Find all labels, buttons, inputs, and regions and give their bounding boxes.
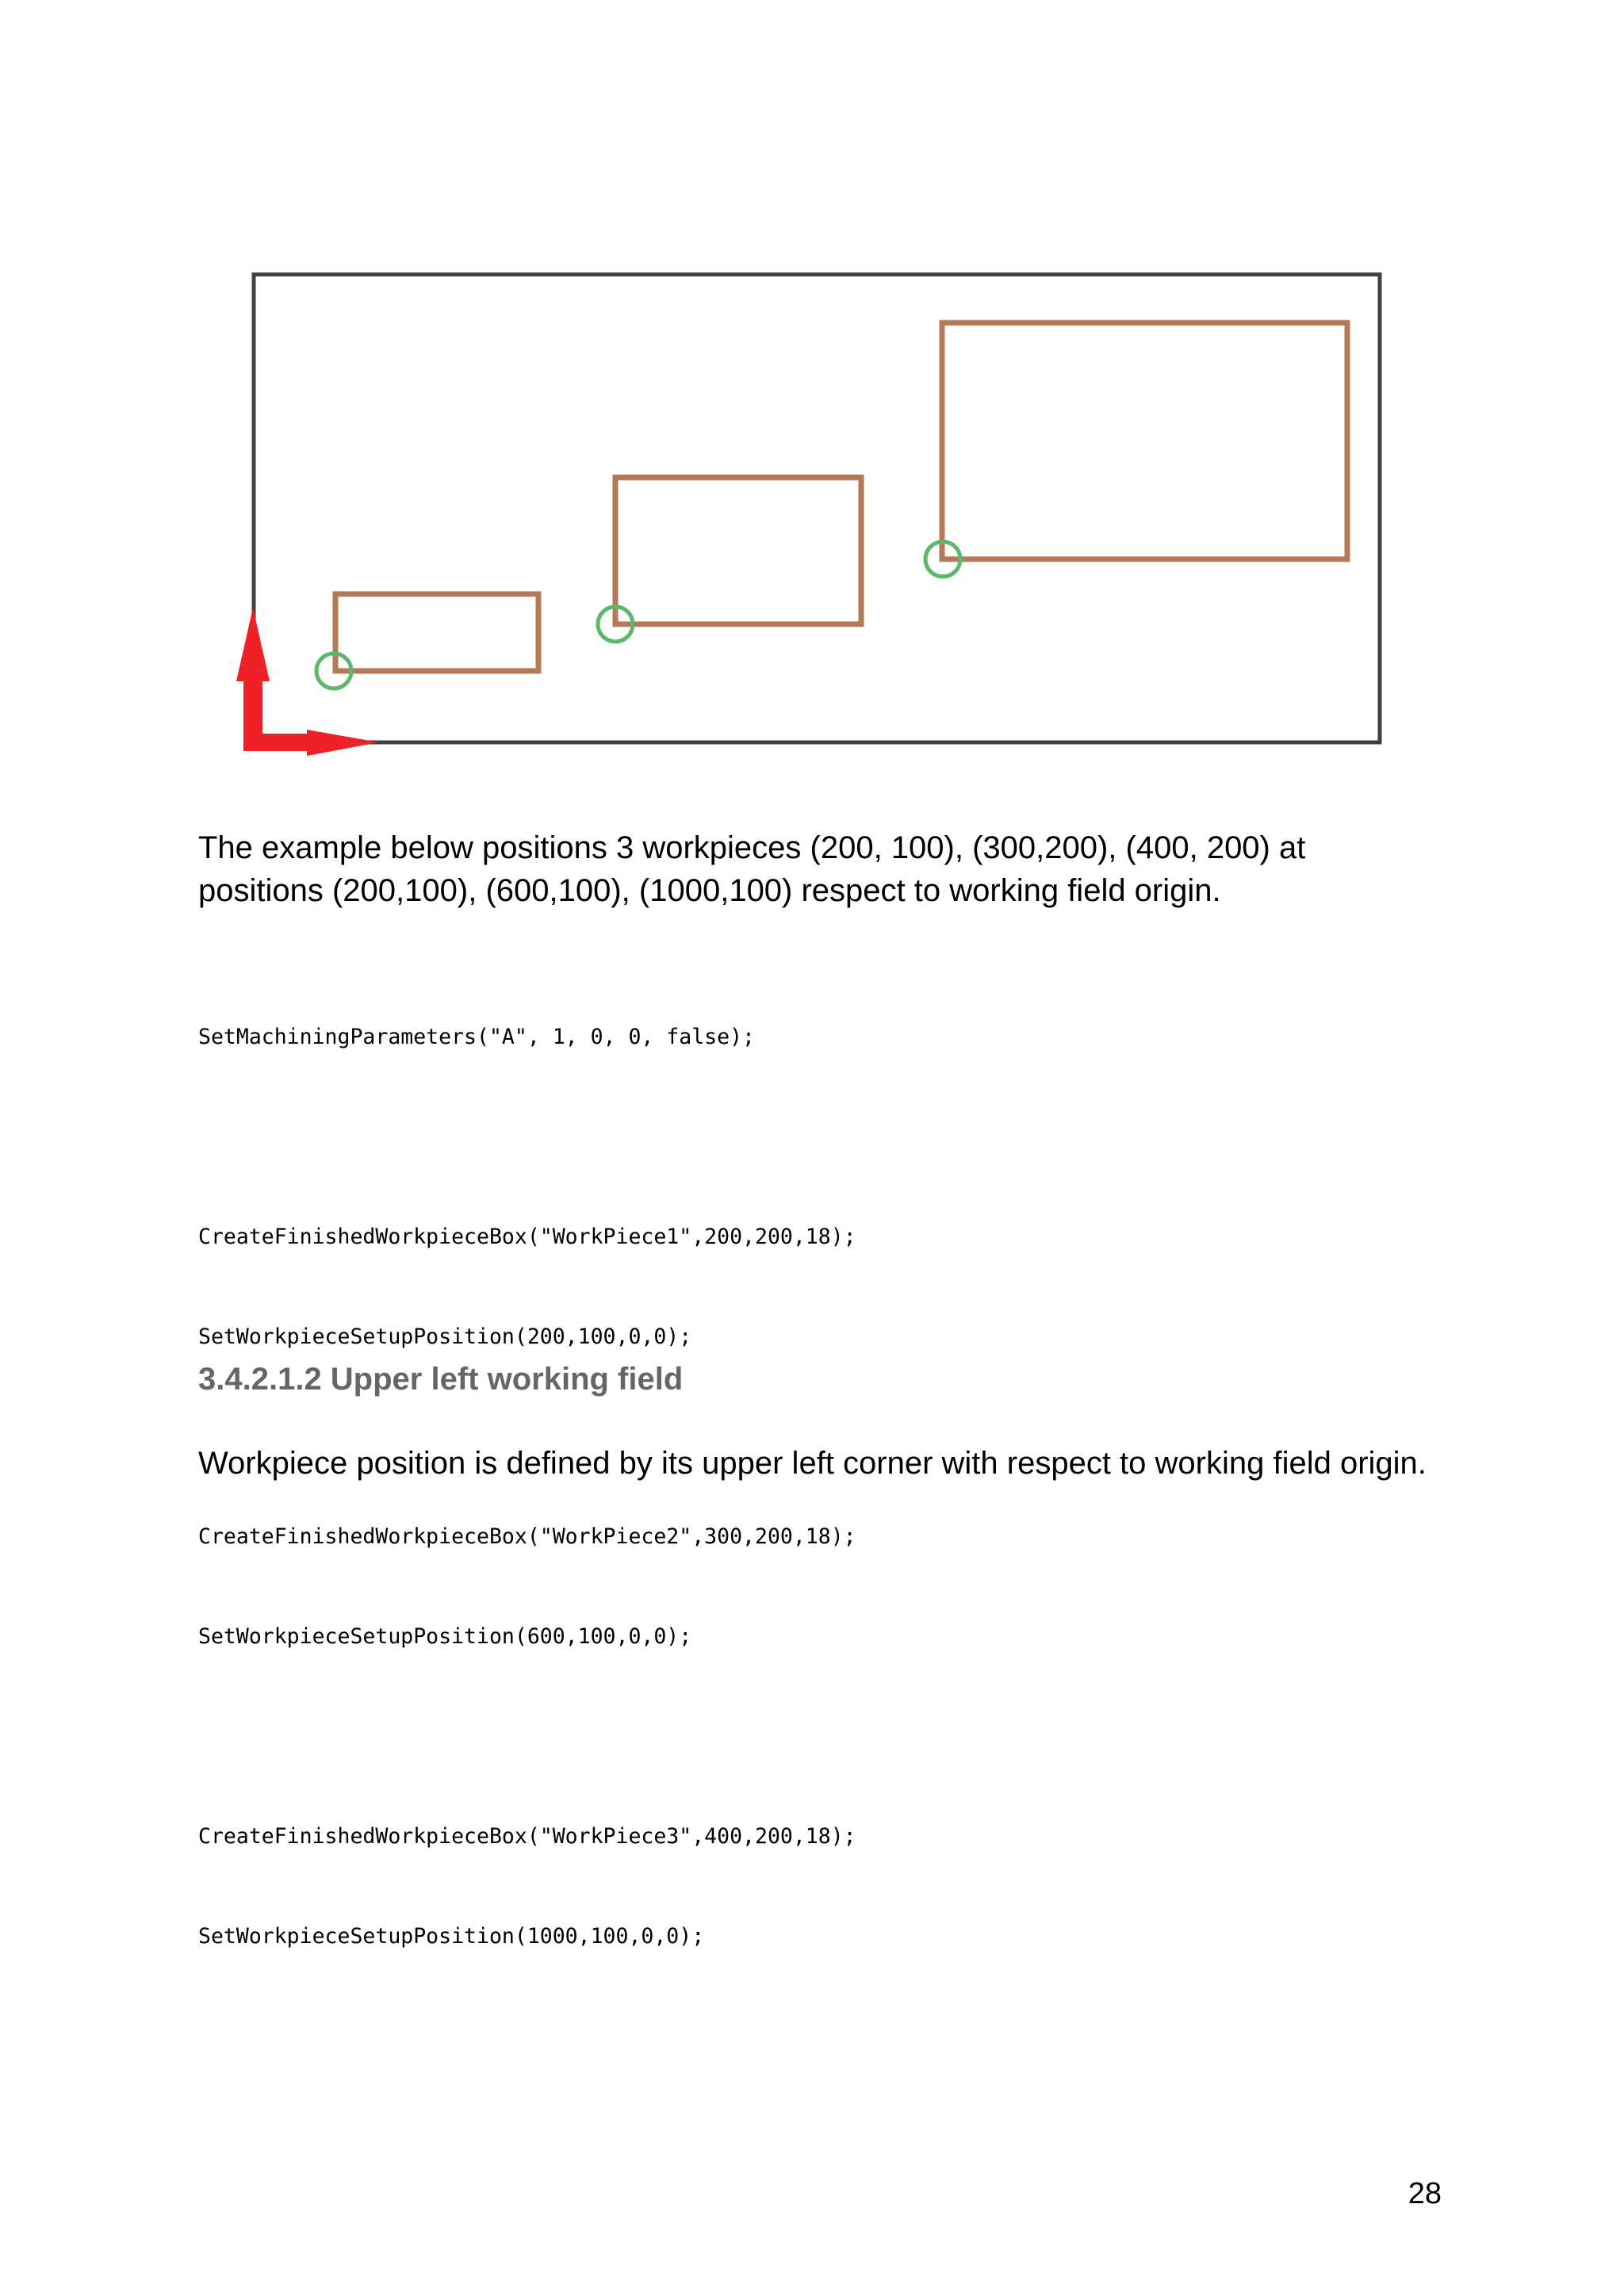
x-axis-arrow-icon xyxy=(307,730,379,756)
code-line: SetWorkpieceSetupPosition(600,100,0,0); xyxy=(198,1624,692,1649)
workpiece-3 xyxy=(942,323,1347,559)
section-heading: 3.4.2.1.2 Upper left working field xyxy=(198,1362,684,1397)
intro-paragraph: The example below positions 3 workpieces (200, 100), (300,200), (400, 200) at positions (200,100), (600,100), (1000,100) respect to working field origin. xyxy=(198,830,1306,908)
code-line: CreateFinishedWorkpieceBox("WorkPiece3",400,200,18); xyxy=(198,1824,856,1849)
code-line: SetMachiningParameters("A", 1, 0, 0, false); xyxy=(198,1025,755,1049)
workpiece-1 xyxy=(335,594,538,671)
code-line: CreateFinishedWorkpieceBox("WorkPiece1",200,200,18); xyxy=(198,1225,856,1249)
axis-arrows xyxy=(236,608,379,756)
code-line: CreateFinishedWorkpieceBox("WorkPiece2",300,200,18); xyxy=(198,1524,856,1549)
code-line: SetWorkpieceSetupPosition(1000,100,0,0); xyxy=(198,1924,705,1949)
code-line-blank xyxy=(198,1121,856,1154)
page-number: 28 xyxy=(1408,2177,1442,2210)
x-axis-arrow-shaft xyxy=(243,734,315,751)
code-line: SetWorkpieceSetupPosition(200,100,0,0); xyxy=(198,1324,692,1349)
body-paragraph: Workpiece position is defined by its upper left corner with respect to working field origin. xyxy=(198,1446,1427,1481)
working-field-diagram xyxy=(0,0,1624,793)
workpiece-2 xyxy=(615,477,861,624)
code-line-blank xyxy=(198,1720,856,1754)
y-axis-arrow-icon xyxy=(236,608,270,681)
